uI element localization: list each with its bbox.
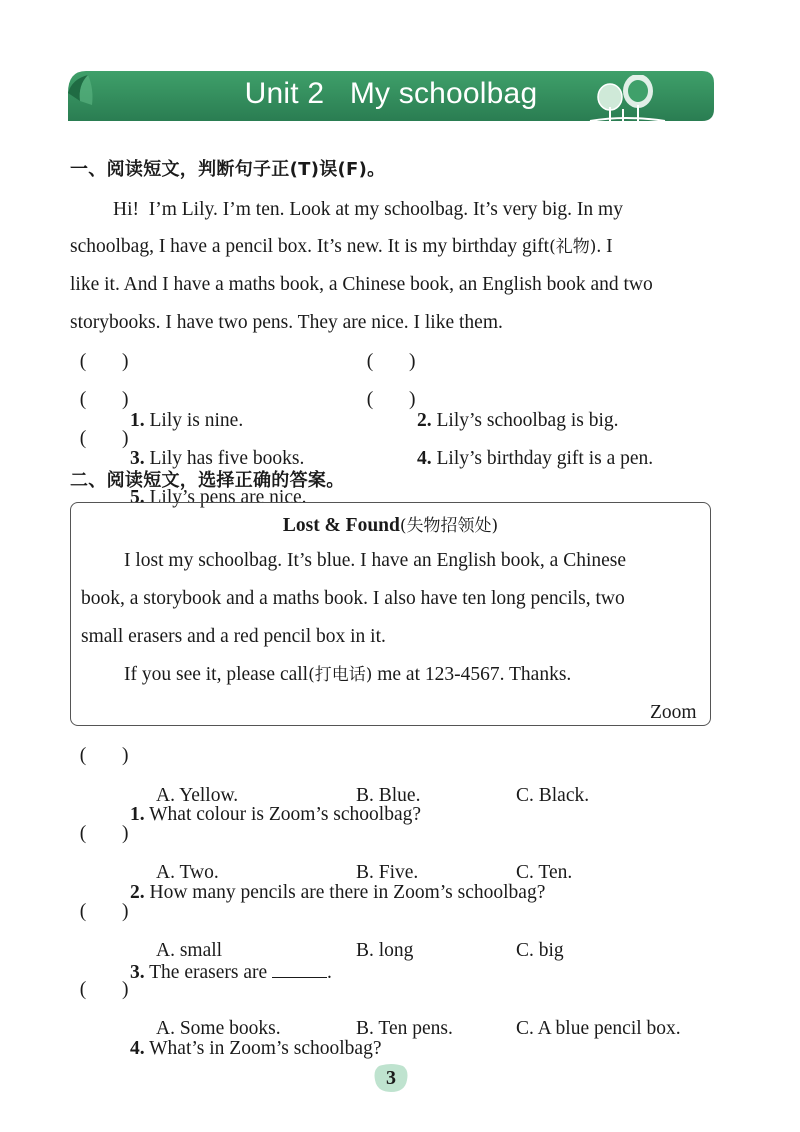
section-2-title: 二、阅读短文，选择正确的答案。: [70, 470, 345, 491]
question-number: 2.: [417, 409, 432, 431]
section-1-title: 一、阅读短文，判断句子正(T)误(F)。: [70, 159, 386, 180]
question-text: Lily is nine.: [144, 409, 244, 431]
question-number: 3.: [130, 447, 145, 469]
question-number: 1.: [130, 409, 145, 431]
question-text: How many pencils are there in Zoom’s schoolbag?: [144, 881, 546, 903]
passage-line-1: Hi! I’m Lily. I’m ten. Look at my schoolbag. It’s very big. In my: [113, 199, 623, 220]
question-text: What’s in Zoom’s schoolbag?: [144, 1037, 382, 1059]
question-number: 4.: [417, 447, 432, 469]
question-text: Lily has five books.: [144, 447, 305, 469]
signature: Zoom: [650, 702, 697, 723]
box-title: [70, 511, 711, 537]
gift-chinese: (礼物): [549, 237, 597, 257]
answer-paren-open[interactable]: (: [79, 745, 87, 766]
call-chinese: (打电话): [308, 665, 373, 685]
answer-paren-close: ): [122, 428, 129, 449]
option-b[interactable]: B. Blue.: [356, 785, 421, 806]
question-text: What colour is Zoom’s schoolbag?: [144, 803, 422, 825]
option-c[interactable]: C. A blue pencil box.: [516, 1018, 681, 1039]
passage-line-3: like it. And I have a maths book, a Chinese book, an English book and two: [70, 274, 653, 295]
option-a[interactable]: A. Some books.: [156, 1018, 281, 1039]
option-c[interactable]: C. big: [516, 940, 564, 961]
question-text-end: .: [327, 961, 332, 983]
question-number: 3.: [130, 961, 145, 983]
answer-paren-open[interactable]: (: [79, 428, 87, 449]
question-text: The erasers are: [144, 961, 268, 983]
option-a[interactable]: A. small: [156, 940, 223, 961]
question-text: Lily’s schoolbag is big.: [431, 409, 619, 431]
answer-paren-close: ): [122, 745, 129, 766]
answer-paren-close: ): [122, 389, 129, 410]
answer-paren-open[interactable]: (: [79, 901, 87, 922]
answer-paren-open[interactable]: (: [79, 979, 87, 1000]
option-a[interactable]: A. Two.: [156, 862, 219, 883]
box-line-2: book, a storybook and a maths book. I also have ten long pencils, two: [81, 588, 625, 609]
answer-paren-open[interactable]: (: [79, 823, 87, 844]
passage-line-2: [70, 237, 613, 257]
call-pre: If you see it, please call: [124, 664, 309, 685]
answer-paren-close: ): [122, 979, 129, 1000]
option-b[interactable]: B. Five.: [356, 862, 419, 883]
option-c[interactable]: C. Ten.: [516, 862, 573, 883]
answer-paren-close: ): [409, 389, 416, 410]
answer-paren-close: ): [409, 351, 416, 372]
trees-icon: [580, 75, 670, 127]
option-b[interactable]: B. long: [356, 940, 414, 961]
box-line-3: small erasers and a red pencil box in it.: [81, 626, 386, 647]
answer-paren-open[interactable]: (: [366, 389, 374, 410]
passage-line-4: storybooks. I have two pens. They are nice. I like them.: [70, 312, 503, 333]
page-number: 3: [386, 1067, 396, 1089]
answer-paren-close: ): [122, 901, 129, 922]
box-line-4: [124, 665, 571, 685]
question-number: 4.: [130, 1037, 145, 1059]
question-text: Lily’s pens are nice.: [144, 486, 307, 508]
option-a[interactable]: A. Yellow.: [156, 785, 239, 806]
unit-title: Unit 2 My schoolbag: [244, 77, 538, 110]
gift-tail: . I: [596, 236, 613, 257]
option-c[interactable]: C. Black.: [516, 785, 590, 806]
question-number: 2.: [130, 881, 145, 903]
box-title-english: Lost & Found: [282, 515, 400, 536]
passage-line-2-text: schoolbag, I have a pencil box. It’s new. It is my birthday gift: [70, 236, 550, 257]
answer-paren-open[interactable]: (: [366, 351, 374, 372]
answer-paren-close: ): [122, 823, 129, 844]
answer-blank[interactable]: [272, 961, 327, 978]
box-line-1: I lost my schoolbag. It’s blue. I have an English book, a Chinese: [124, 550, 627, 571]
option-b[interactable]: B. Ten pens.: [356, 1018, 453, 1039]
question-number: 1.: [130, 803, 145, 825]
answer-paren-open[interactable]: (: [79, 351, 87, 372]
box-title-chinese: (失物招领处): [399, 516, 499, 536]
call-post: me at 123-4567. Thanks.: [372, 664, 572, 685]
question-number: 5.: [130, 486, 145, 508]
answer-paren-open[interactable]: (: [79, 389, 87, 410]
answer-paren-close: ): [122, 351, 129, 372]
question-text: Lily’s birthday gift is a pen.: [431, 447, 654, 469]
